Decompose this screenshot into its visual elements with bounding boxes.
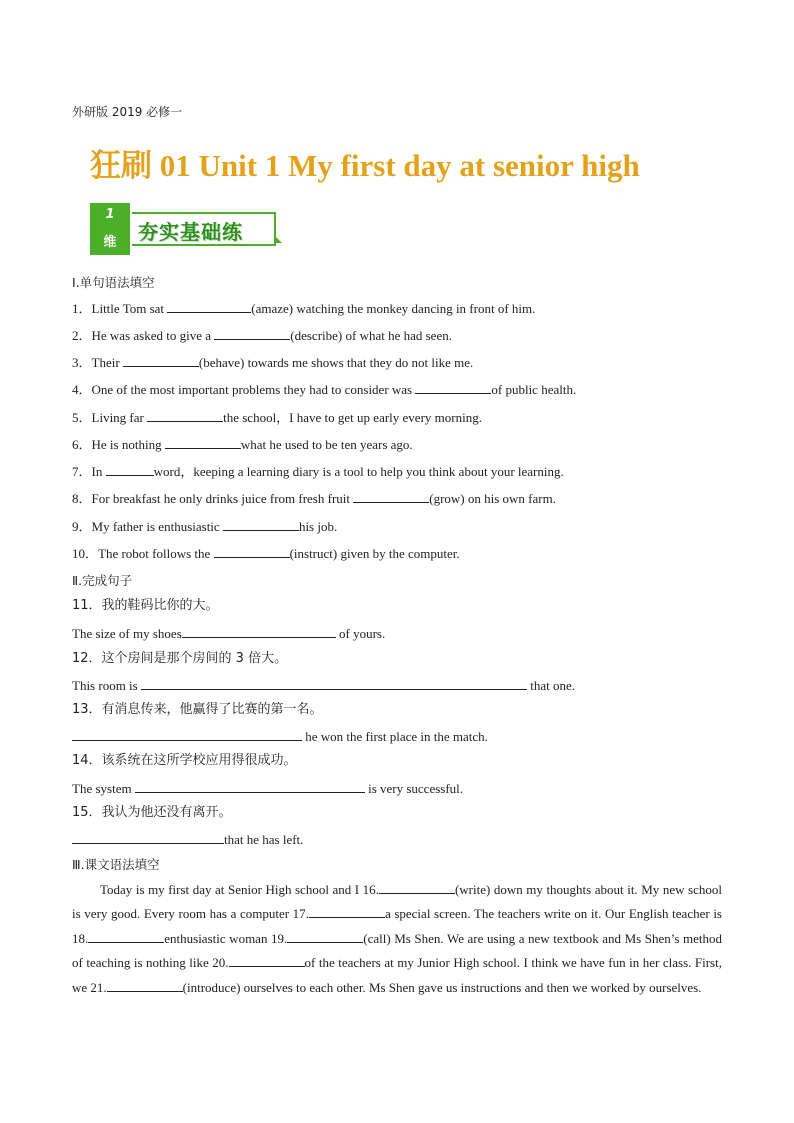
answer-blank-18[interactable] xyxy=(88,930,164,943)
question-text-before: Little Tom sat xyxy=(91,301,168,316)
question-13-prompt: 13．有消息传来，他赢得了比赛的第一名。 xyxy=(72,702,323,717)
question-number: 7． xyxy=(72,464,92,479)
answer-blank-16[interactable] xyxy=(379,881,455,894)
question-10 xyxy=(72,544,460,563)
question-number: 2． xyxy=(72,328,92,343)
answer-blank[interactable] xyxy=(182,624,336,638)
question-number: 5． xyxy=(72,410,92,425)
badge-label: 夯实基础练 xyxy=(138,220,243,244)
answer-blank[interactable] xyxy=(135,779,365,793)
question-14-answer xyxy=(72,779,463,798)
question-text-before: Living far xyxy=(91,410,148,425)
answer-blank-17[interactable] xyxy=(309,905,385,918)
answer-text-before: The system xyxy=(72,781,135,796)
question-text-after: of public health. xyxy=(491,382,577,397)
question-text-after: word，keeping a learning diary is a tool to help you think about your learning. xyxy=(153,464,564,479)
question-text-after: (describe) of what he had seen. xyxy=(290,328,452,343)
page-title: 狂刷 01 Unit 1 My first day at senior high xyxy=(90,148,640,183)
passage-text: (introduce) ourselves to each other. Ms Shen gave us instructions and then we worked by ourselves. xyxy=(182,979,702,995)
answer-blank[interactable] xyxy=(353,489,429,503)
question-12-answer xyxy=(72,676,575,695)
question-text-before: Their xyxy=(91,355,123,370)
question-11-answer xyxy=(72,624,385,643)
question-15-prompt: 15．我认为他还没有离开。 xyxy=(72,805,232,820)
answer-blank[interactable] xyxy=(72,830,224,844)
answer-text-before: The size of my shoes xyxy=(72,626,182,641)
answer-blank[interactable] xyxy=(165,435,241,449)
answer-text-after: he won the first place in the match. xyxy=(302,729,488,744)
question-9 xyxy=(72,517,337,536)
answer-blank-19[interactable] xyxy=(287,930,363,943)
answer-text-before: This room is xyxy=(72,678,141,693)
question-number: 1． xyxy=(72,301,92,316)
answer-blank[interactable] xyxy=(223,517,299,531)
question-text-after: (amaze) watching the monkey dancing in front of him. xyxy=(251,301,536,316)
answer-text-after: of yours. xyxy=(335,626,386,641)
question-text-before: One of the most important problems they had to consider was xyxy=(91,382,416,397)
question-number: 3． xyxy=(72,355,92,370)
question-text-after: (instruct) given by the computer. xyxy=(289,546,460,561)
question-number: 9． xyxy=(72,519,92,534)
badge-unit: 维 xyxy=(103,235,117,250)
answer-blank[interactable] xyxy=(415,380,491,394)
question-7 xyxy=(72,462,564,481)
question-number: 8． xyxy=(72,491,92,506)
question-text-after: (grow) on his own farm. xyxy=(429,491,556,506)
question-text-after: what he used to be ten years ago. xyxy=(240,437,413,452)
answer-blank[interactable] xyxy=(147,408,223,422)
passage-text: (call) Ms Shen. We are using a new textbook and Ms Shen’s method of teaching is nothing like 20. xyxy=(72,930,722,971)
question-1 xyxy=(72,299,535,318)
answer-blank[interactable] xyxy=(167,299,251,313)
answer-blank[interactable] xyxy=(72,727,302,741)
passage-text: enthusiastic woman 19. xyxy=(164,930,288,946)
question-2 xyxy=(72,326,452,345)
answer-blank-20[interactable] xyxy=(229,954,305,967)
badge-number: 1 xyxy=(105,207,115,222)
question-15-answer xyxy=(72,830,303,849)
question-12-prompt: 12．这个房间是那个房间的 3 倍大。 xyxy=(72,651,288,666)
question-text-before: He was asked to give a xyxy=(91,328,215,343)
answer-text-after: that he has left. xyxy=(224,832,304,847)
question-5 xyxy=(72,408,482,427)
question-text-after: the school，I have to get up early every morning. xyxy=(223,410,482,425)
answer-text-after: that one. xyxy=(526,678,575,693)
answer-blank-21[interactable] xyxy=(107,979,183,992)
badge-box xyxy=(90,203,130,255)
answer-text-after: is very successful. xyxy=(364,781,464,796)
passage-text: a special screen. The teachers write on it. Our English teacher is 18. xyxy=(72,906,722,946)
question-text-before: In xyxy=(91,464,106,479)
answer-blank[interactable] xyxy=(141,676,527,690)
question-6 xyxy=(72,435,413,454)
question-number: 6． xyxy=(72,437,92,452)
question-4 xyxy=(72,380,576,399)
answer-blank[interactable] xyxy=(214,326,290,340)
passage-text: Today is my first day at Senior High school and I 16. xyxy=(100,882,379,897)
question-text-before: My father is enthusiastic xyxy=(91,519,223,534)
passage-paragraph xyxy=(72,878,722,1000)
question-8 xyxy=(72,489,556,508)
question-11-prompt: 11．我的鞋码比你的大。 xyxy=(72,598,219,613)
section-1-heading: Ⅰ.单句语法填空 xyxy=(72,275,155,290)
question-14-prompt: 14．该系统在这所学校应用得很成功。 xyxy=(72,753,297,768)
answer-blank[interactable] xyxy=(106,462,154,476)
passage-text: of the teachers at my Junior High school. I think we have fun in her class. First, we 21. xyxy=(72,955,722,995)
answer-blank[interactable] xyxy=(123,353,199,367)
question-text-after: (behave) towards me shows that they do not like me. xyxy=(198,355,474,370)
section-2-heading: Ⅱ.完成句子 xyxy=(72,573,133,588)
passage-text: (write) down my thoughts about it. My new school is very good. Every room has a computer 17. xyxy=(72,882,722,922)
question-number: 4． xyxy=(72,382,92,397)
question-text-before: The robot follows the xyxy=(98,546,214,561)
badge-label-frame xyxy=(132,212,276,246)
section-3-heading: Ⅲ.课文语法填空 xyxy=(72,857,160,872)
question-text-before: He is nothing xyxy=(91,437,165,452)
subject-label: 外研版 2019 必修一 xyxy=(72,105,183,119)
section-badge xyxy=(90,203,290,255)
question-text-before: For breakfast he only drinks juice from fresh fruit xyxy=(91,491,354,506)
badge-corner-decoration xyxy=(274,235,282,243)
question-13-answer xyxy=(72,727,488,746)
answer-blank[interactable] xyxy=(214,544,290,558)
question-text-after: his job. xyxy=(298,519,338,534)
question-3 xyxy=(72,353,473,372)
question-number: 10． xyxy=(72,546,99,561)
